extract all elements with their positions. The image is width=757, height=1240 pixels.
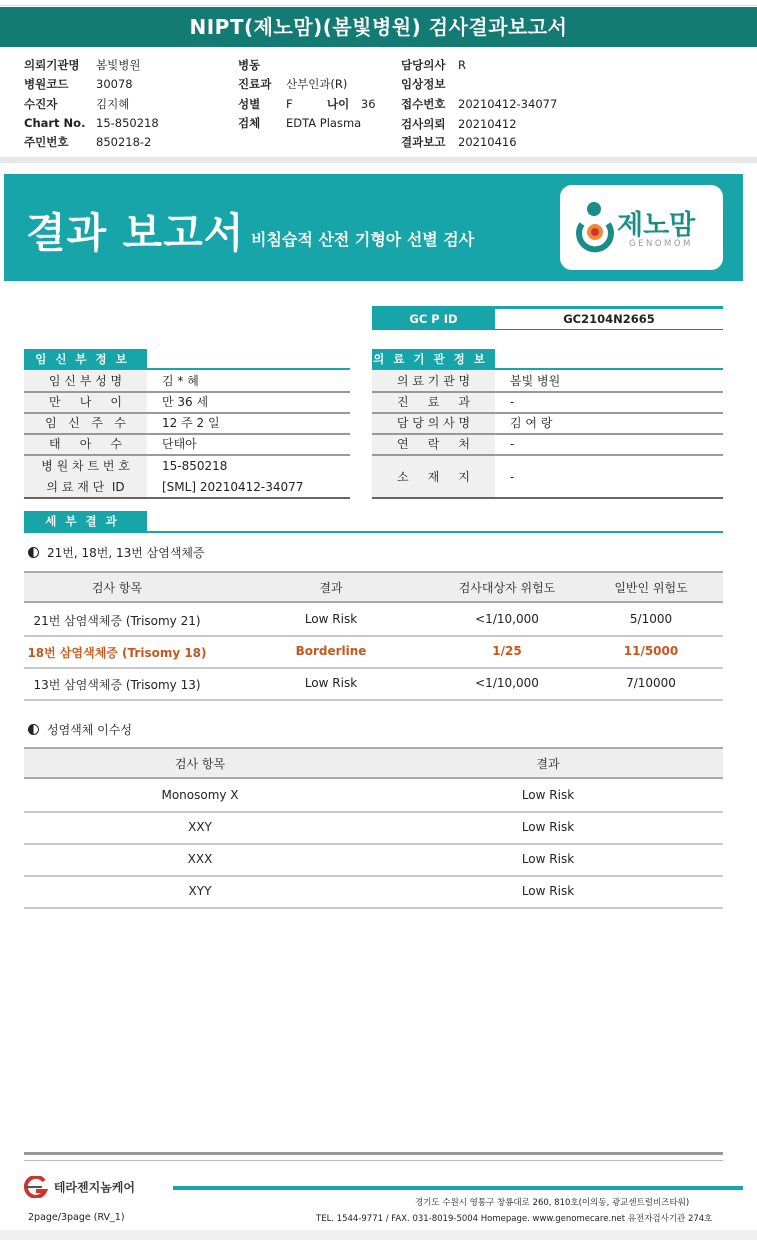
sex-chrom-heading-text: 성염색체 이수성 [47, 723, 132, 737]
header-field [401, 96, 557, 112]
header-age-value: 36 [360, 97, 376, 111]
genomom-logo [560, 185, 723, 270]
trisomy-cell-result: Low Risk [304, 676, 358, 690]
patient-info-label: 병 원 차 트 번 호 [24, 456, 147, 477]
clinic-info-label: 진 료 과 [372, 392, 495, 413]
clinic-info-row [372, 413, 723, 434]
trisomy-column-header: 검사 항목 [91, 581, 143, 595]
theragen-g-icon [20, 1176, 50, 1198]
patient-info-value: [SML] 20210412-34077 [162, 480, 304, 494]
clinic-info-label: 담 당 의 사 명 [372, 413, 495, 434]
header-field-value: F [286, 97, 293, 111]
clinic-info-label: 소 재 지 [372, 456, 495, 498]
trisomy-cell-subject-risk: <1/10,000 [475, 612, 539, 626]
header-field [401, 57, 466, 73]
sex-chrom-heading [28, 721, 132, 738]
gcp-id-label: GC P ID [372, 306, 495, 330]
table-bottom-border [372, 497, 723, 499]
header-field-value: 15-850218 [96, 116, 159, 130]
sex-cell-result: Low Risk [521, 852, 575, 866]
footer-rule [24, 1152, 723, 1155]
table-bottom-border [24, 497, 350, 499]
header-field-label: 검체 [238, 116, 261, 130]
patient-info-label: 임 신 부 성 명 [24, 371, 147, 392]
header-field [238, 76, 347, 92]
row-separator [372, 412, 723, 414]
patient-info-label: 태 아 수 [24, 434, 147, 455]
clinic-info-label: 연 락 처 [372, 434, 495, 455]
patient-info-row [24, 477, 350, 498]
table-row-line [24, 699, 723, 701]
sex-column-header: 검사 항목 [174, 757, 226, 771]
half-circle-icon [28, 724, 39, 735]
trisomy-cell-result: Low Risk [304, 612, 358, 626]
header-field [24, 76, 133, 92]
row-separator [372, 391, 723, 393]
patient-info-row [24, 456, 350, 477]
report-title: NIPT(제노맘)(봄빛병원) 검사결과보고서 [0, 7, 757, 47]
trisomy-cell-general-risk: 7/10000 [626, 676, 676, 690]
sex-cell-item: XYY [188, 884, 212, 898]
logo-word: 제노맘 [617, 210, 696, 241]
half-circle-icon [28, 547, 39, 558]
row-separator [24, 412, 350, 414]
header-field-value: 산부인과(R) [286, 77, 348, 91]
patient-info-row [24, 413, 350, 434]
header-field-label: 접수번호 [401, 97, 446, 111]
header-field-value: 20210412 [458, 117, 517, 131]
banner-subtitle: 비침습적 산전 기형아 선별 검사 [251, 230, 475, 249]
clinic-section-line [372, 368, 723, 370]
row-separator [372, 454, 723, 456]
clinic-info-value: - [510, 395, 515, 409]
header-field-label: Chart No. [24, 116, 86, 130]
header-field-label: 병동 [238, 58, 261, 72]
clinic-info-row [372, 456, 723, 498]
header-field [238, 96, 293, 112]
footer-teal-bar [173, 1186, 743, 1190]
logo-sub: GENOMOM [629, 239, 693, 249]
header-field [401, 116, 517, 132]
header-field [401, 134, 517, 150]
header-field [238, 57, 286, 73]
trisomy-cell-item: 21번 삼염색체증 (Trisomy 21) [33, 614, 201, 628]
header-field-label: 진료과 [238, 77, 272, 91]
result-banner [4, 174, 743, 281]
trisomy-cell-item: 18번 삼염색체증 (Trisomy 18) [27, 646, 207, 660]
clinic-section-title: 의료기관정보 [372, 349, 495, 369]
sex-cell-result: Low Risk [521, 884, 575, 898]
clinic-info-value: 봄빛 병원 [510, 374, 561, 388]
patient-info-row [24, 371, 350, 392]
header-field-label: 주민번호 [24, 135, 69, 149]
patient-section-title: 임신부정보 [24, 349, 147, 369]
bottom-strip [0, 1230, 757, 1240]
patient-info-value: 김 * 혜 [162, 374, 199, 388]
header-field-label: 의뢰기관명 [24, 58, 80, 72]
sex-cell-result: Low Risk [521, 820, 575, 834]
table-row-line [24, 667, 723, 669]
row-separator [24, 391, 350, 393]
banner-title: 결과 보고서 [26, 209, 245, 257]
header-field [24, 116, 159, 130]
patient-info-row [24, 434, 350, 455]
company-name: 테라젠지놈케어 [53, 1180, 135, 1195]
trisomy-column-header: 일반인 위험도 [614, 581, 688, 595]
clinic-info-row [372, 392, 723, 413]
trisomy-cell-result: Borderline [295, 644, 367, 658]
header-field-value: 김지혜 [96, 97, 130, 111]
header-field [24, 96, 129, 112]
header-field-value: 850218-2 [96, 135, 152, 149]
patient-info-label: 임 신 주 수 [24, 413, 147, 434]
header-field [238, 115, 361, 131]
sex-cell-item: Monosomy X [161, 788, 239, 802]
patient-info-value: 만 36 세 [162, 395, 209, 409]
trisomy-column-header: 검사대상자 위험도 [458, 581, 556, 595]
trisomy-cell-general-risk: 5/1000 [629, 612, 673, 626]
header-field-value: 30078 [96, 77, 133, 91]
footer-contact: TEL. 1544-9771 / FAX. 031-8019-5004 Homepage. www.genomecare.net 유전자검사기관 274호 [316, 1214, 713, 1224]
table-row-line [24, 907, 723, 909]
trisomy-cell-item: 13번 삼염색체증 (Trisomy 13) [33, 678, 201, 692]
patient-info-label: 의 료 재 단 ID [24, 477, 147, 498]
trisomy-cell-subject-risk: <1/10,000 [475, 676, 539, 690]
detail-section-title: 세부결과 [24, 511, 147, 531]
table-row-line [24, 875, 723, 877]
header-field [401, 76, 458, 92]
header-field-label: 임상정보 [401, 77, 446, 91]
top-border [0, 0, 757, 6]
footer-address: 경기도 수원시 영통구 창룡대로 260, 810호(이의동, 광교센트럴비즈타워) [415, 1198, 690, 1208]
header-age-label: 나이 [327, 97, 350, 111]
patient-info-value: 12 주 2 일 [162, 416, 220, 430]
header-field-value: 20210412-34077 [458, 97, 558, 111]
sex-cell-result: Low Risk [521, 788, 575, 802]
trisomy-cell-subject-risk: 1/25 [492, 644, 522, 658]
page-indicator: 2page/3page (RV_1) [28, 1212, 125, 1223]
patient-section-line [24, 368, 350, 370]
row-separator [24, 454, 350, 456]
sex-chrom-table [24, 747, 723, 911]
header-field-value: R [458, 58, 466, 72]
clinic-info-value: 김 여 랑 [510, 416, 553, 430]
sex-cell-item: XXY [188, 820, 212, 834]
trisomy-heading-text: 21번, 18번, 13번 삼염색체증 [47, 546, 205, 560]
footer-rule-thin [24, 1160, 723, 1161]
row-separator [372, 433, 723, 435]
header-divider [0, 157, 757, 163]
header-field-label: 병원코드 [24, 77, 69, 91]
header-field-value: EDTA Plasma [286, 116, 362, 130]
clinic-info-label: 의 료 기 관 명 [372, 371, 495, 392]
table-row-line [24, 635, 723, 637]
genomom-logo-icon [570, 198, 620, 258]
clinic-info-value: - [510, 437, 515, 451]
clinic-info-value: - [510, 470, 515, 484]
header-field-value: 20210416 [458, 135, 517, 149]
header-field-label: 담당의사 [401, 58, 446, 72]
header-field [24, 134, 151, 150]
row-separator [24, 433, 350, 435]
patient-info-row [24, 392, 350, 413]
table-row-line [24, 811, 723, 813]
sex-column-header: 결과 [536, 757, 560, 771]
gcp-id-value: GC2104N2665 [495, 306, 723, 330]
trisomy-cell-general-risk: 11/5000 [623, 644, 679, 658]
patient-info-label: 만 나 이 [24, 392, 147, 413]
trisomy-table [24, 571, 723, 701]
detail-section-line [24, 531, 723, 533]
header-field-label: 성별 [238, 97, 261, 111]
clinic-info-row [372, 371, 723, 392]
sex-cell-item: XXX [187, 852, 213, 866]
clinic-info-row [372, 434, 723, 455]
header-field-label: 수진자 [24, 97, 58, 111]
header-field [24, 57, 140, 73]
table-row-line [24, 843, 723, 845]
trisomy-heading [28, 544, 205, 561]
header-field-label: 검사의뢰 [401, 117, 446, 131]
header-age [327, 96, 376, 112]
header-field-label: 결과보고 [401, 135, 446, 149]
patient-info-value: 단태아 [162, 437, 197, 451]
header-field-value: 봄빛병원 [96, 58, 141, 72]
patient-info-value: 15-850218 [162, 459, 228, 473]
theragen-logo [20, 1176, 135, 1198]
trisomy-column-header: 결과 [319, 581, 343, 595]
